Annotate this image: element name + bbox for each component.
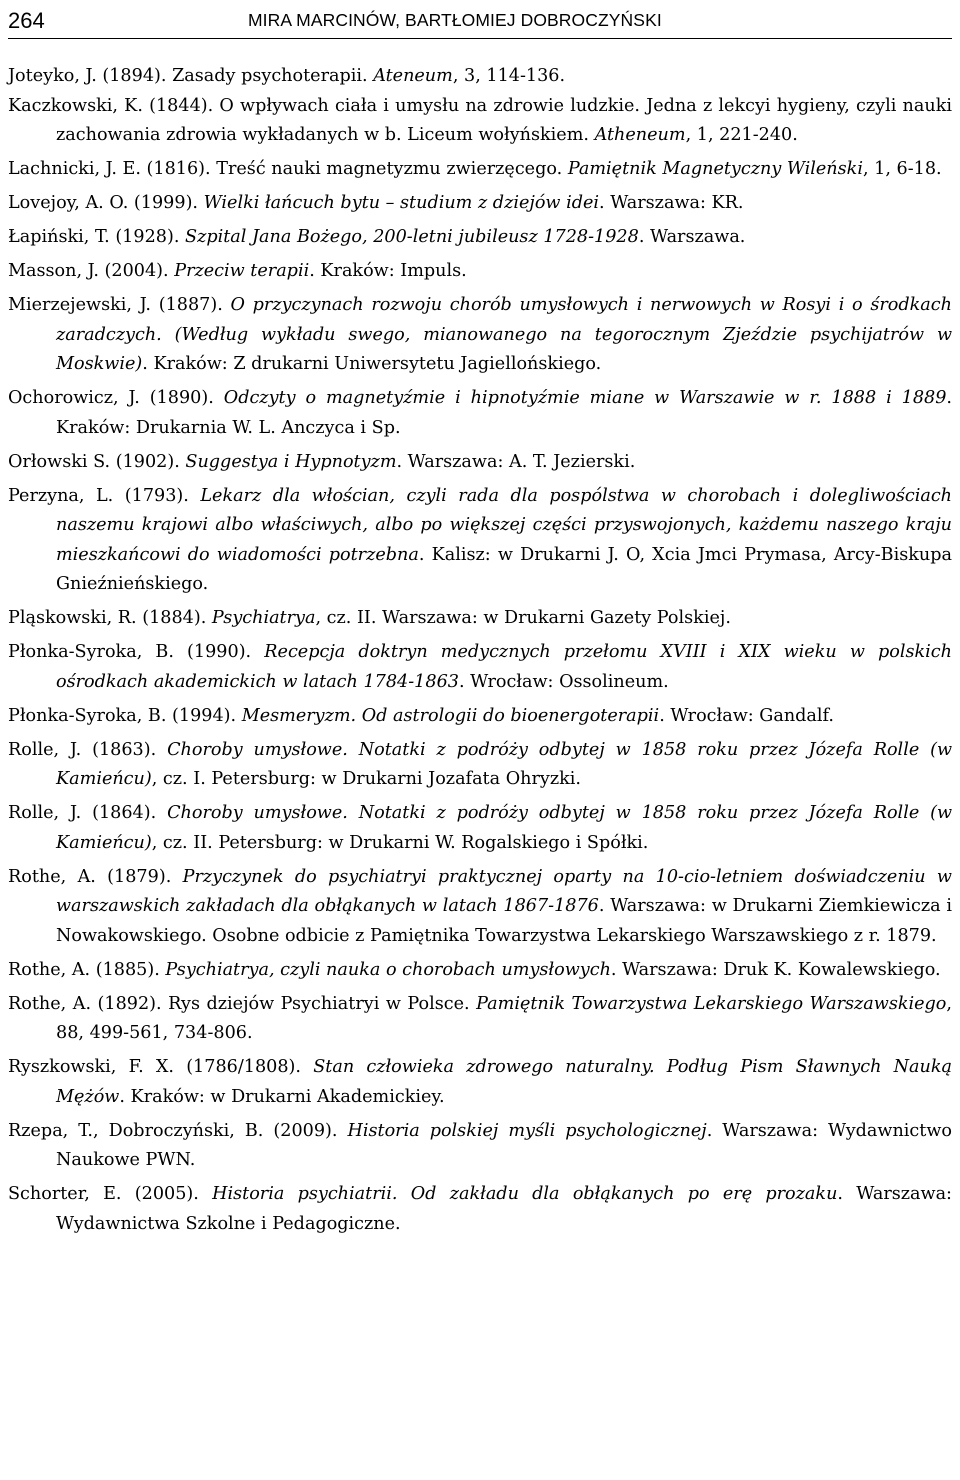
page-number: 264 xyxy=(8,8,45,33)
reference-entry: Rolle, J. (1863). Choroby umysłowe. Notatki z podróży odbytej w 1858 roku przez Józefa Rolle (w Kamieńcu), cz. I. Petersburg: w Drukarni Jozafata Ohryzki. xyxy=(8,739,953,789)
reference-entry: Lovejoy, A. O. (1999). Wielki łańcuch bytu – studium z dziejów idei. Warszawa: KR. xyxy=(8,193,744,213)
reference-entry: Kaczkowski, K. (1844). O wpływach ciała i umysłu na zdrowie ludzkie. Jedna z lekcyi hygieny, czyli nauki zachowania zdrowia wykładanych w b. Liceum wołyńskiem. Atheneum, 1, 221-240. xyxy=(8,95,952,145)
reference-entry: Perzyna, L. (1793). Lekarz dla włościan, czyli rada dla pospólstwa w chorobach i dolegliwościach naszemu krajowi albo właściwych, albo po większej części przyswojonych, każdemu naszego kraju mieszkańcowi do wiadomości potrzebna. Kalisz: w Drukarni J. O, Xcia Jmci Prymasa, Arcy-Biskupa Gnieźnieńskiego. xyxy=(8,485,953,594)
reference-entry: Orłowski S. (1902). Suggestya i Hypnotyzm. Warszawa: A. T. Jezierski. xyxy=(8,451,636,472)
reference-entry: Masson, J. (2004). Przeciw terapii. Kraków: Impuls. xyxy=(8,261,467,281)
reference-entry: Rothe, A. (1885). Psychiatrya, czyli nauka o chorobach umysłowych. Warszawa: Druk K. Kowalewskiego. xyxy=(8,959,941,980)
reference-entry: Rzepa, T., Dobroczyński, B. (2009). Historia polskiej myśli psychologicznej. Warszawa: Wydawnictwo Naukowe PWN. xyxy=(8,1120,952,1170)
reference-entry: Rolle, J. (1864). Choroby umysłowe. Notatki z podróży odbytej w 1858 roku przez Józefa Rolle (w Kamieńcu), cz. II. Petersburg: w Drukarni W. Rogalskiego i Spółki. xyxy=(8,803,953,853)
reference-entry: Joteyko, J. (1894). Zasady psychoterapii. Ateneum, 3, 114-136. xyxy=(8,66,566,86)
reference-entry: Łapiński, T. (1928). Szpital Jana Bożego, 200-letni jubileusz 1728-1928. Warszawa. xyxy=(8,227,746,247)
reference-entry: Mierzejewski, J. (1887). O przyczynach rozwoju chorób umysłowych i nerwowych w Rosyi i o środkach zaradczych. (Według wykładu swego, mianowanego na tegorocznym Zjeździe psychijatrów w Moskwie). Kraków: Z drukarni Uniwersytetu Jagiellońskiego. xyxy=(8,295,952,374)
running-title: MIRA MARCINÓW, BARTŁOMIEJ DOBROCZYŃSKI xyxy=(248,10,662,30)
reference-entry: Pląskowski, R. (1884). Psychiatrya, cz. II. Warszawa: w Drukarni Gazety Polskiej. xyxy=(8,608,731,628)
reference-list xyxy=(8,62,952,1244)
reference-entry: Ryszkowski, F. X. (1786/1808). Stan człowieka zdrowego naturalny. Podług Pism Sławnych Nauką Mężów. Kraków: w Drukarni Akademickiey. xyxy=(8,1057,952,1107)
reference-entry: Rothe, A. (1892). Rys dziejów Psychiatryi w Polsce. Pamiętnik Towarzystwa Lekarskiego Warszawskiego, 88, 499-561, 734-806. xyxy=(8,993,952,1043)
reference-entry: Rothe, A. (1879). Przyczynek do psychiatryi praktycznej oparty na 10-cio-letniem doświadczeniu w warszawskich zakładach dla obłąkanych w latach 1867-1876. Warszawa: w Drukarni Ziemkiewicza i Nowakowskiego. Osobne odbicie z Pamiętnika Towarzystwa Lekarskiego Warszawskiego z r. 1879. xyxy=(8,866,952,946)
reference-entry: Schorter, E. (2005). Historia psychiatrii. Od zakładu dla obłąkanych po erę prozaku. Warszawa: Wydawnictwa Szkolne i Pedagogiczne. xyxy=(8,1184,952,1234)
reference-entry: Lachnicki, J. E. (1816). Treść nauki magnetyzmu zwierzęcego. Pamiętnik Magnetyczny Wileński, 1, 6-18. xyxy=(8,159,942,179)
reference-entry: Płonka-Syroka, B. (1994). Mesmeryzm. Od astrologii do bioenergoterapii. Wrocław: Gandalf. xyxy=(8,705,835,726)
reference-entry: Ochorowicz, J. (1890). Odczyty o magnetyźmie i hipnotyźmie miane w Warszawie w r. 1888 i 1889. Kraków: Drukarnia W. L. Anczyca i Sp. xyxy=(8,388,952,438)
reference-entry: Płonka-Syroka, B. (1990). Recepcja doktryn medycznych przełomu XVIII i XIX wieku w polskich ośrodkach akademickich w latach 1784-1863. Wrocław: Ossolineum. xyxy=(8,642,952,692)
running-header xyxy=(8,4,952,39)
